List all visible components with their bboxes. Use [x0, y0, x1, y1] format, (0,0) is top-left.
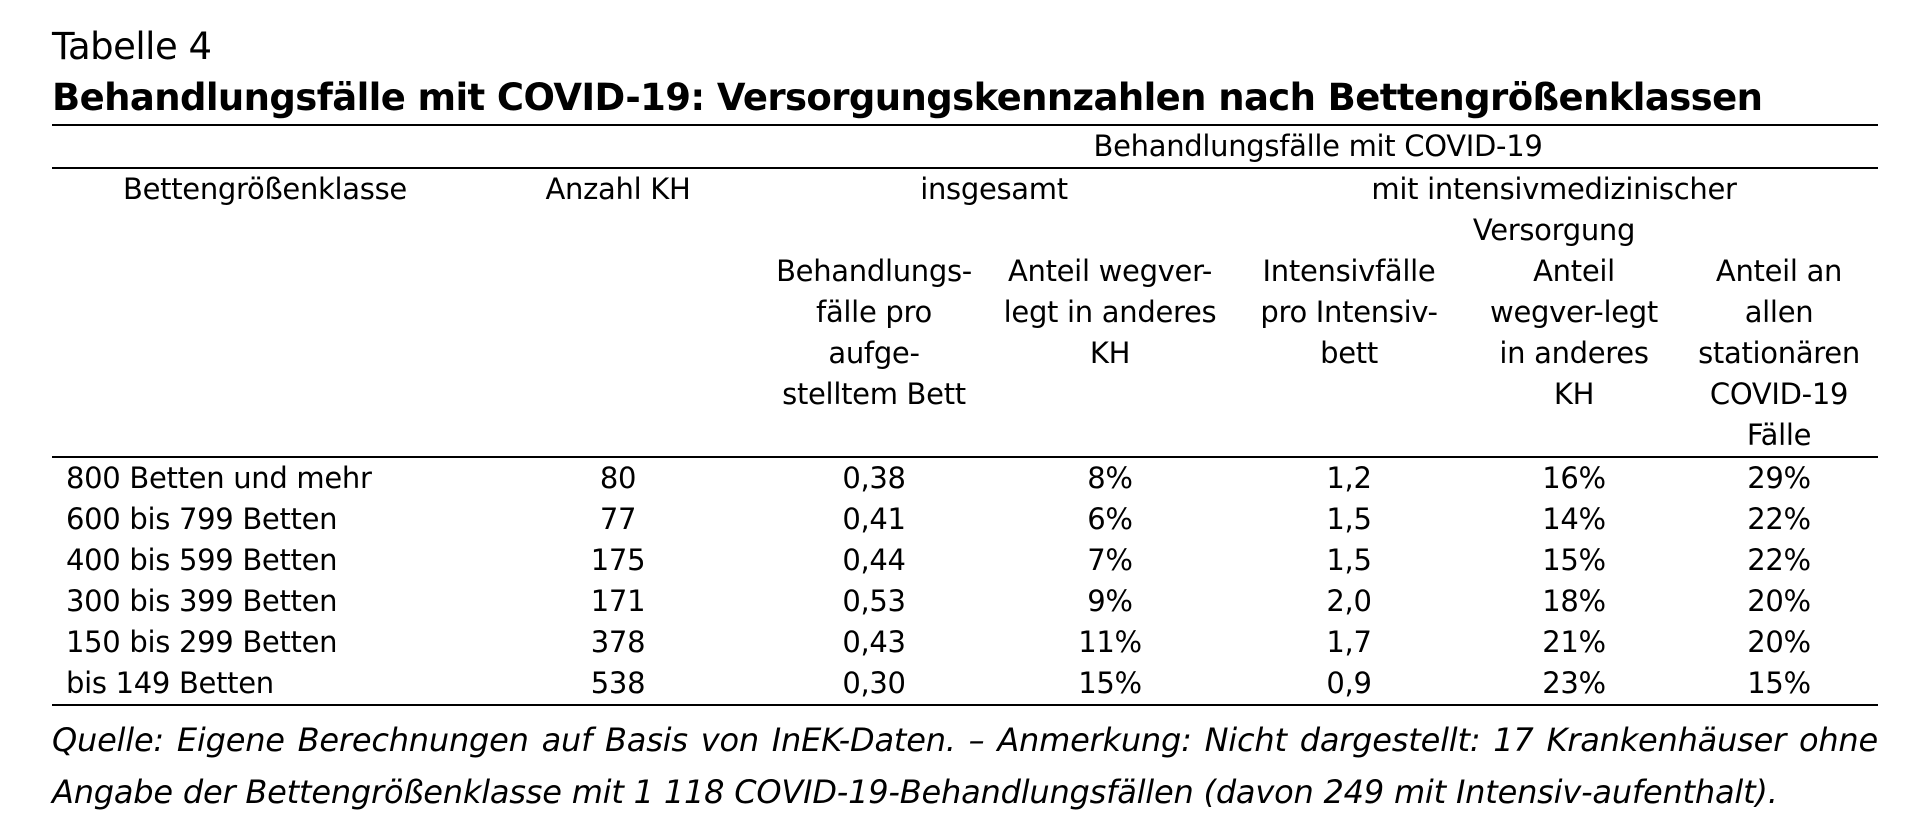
source-note: Quelle: Eigene Berechnungen auf Basis von InEK-Daten. – Anmerkung: Nicht dargestellt: 17 Krankenhäuser ohne Angabe der Bettengrößenklasse mit 1 118 COVID-19-Behandlungsfällen (davon 249 mit Intensiv-aufenthalt). — [52, 721, 1878, 811]
header-anteil-verlegt-intensiv: Anteil wegver-legt in anderes KH — [1468, 251, 1680, 457]
table-row: 600 bis 799 Betten 77 0,41 6% 1,5 14% 22% — [66, 502, 1811, 536]
header-faelle-pro-bett: Behandlungs-fälle pro aufge-stelltem Bett — [758, 251, 990, 457]
table-document — [52, 22, 1878, 818]
table-row: 300 bis 399 Betten 171 0,53 9% 2,0 18% 20% — [66, 584, 1811, 618]
header-intensivfaelle-pro-bett: Intensivfälle pro Intensiv-bett — [1230, 251, 1468, 457]
table-title: Behandlungsfälle mit COVID-19: Versorgungskennzahlen nach Bettengrößenklassen — [52, 76, 1763, 119]
table-label: Tabelle 4 — [52, 25, 212, 68]
header-bettengroessenklasse: Bettengrößenklasse — [123, 172, 407, 206]
header-anzahl-kh: Anzahl KH — [545, 172, 691, 206]
sub-header-row — [52, 251, 1878, 457]
super-header: Behandlungsfälle mit COVID-19 — [758, 125, 1878, 168]
table-row: 800 Betten und mehr 80 0,38 8% 1,2 16% 29% — [66, 461, 1811, 495]
table-row: bis 149 Betten 538 0,30 15% 0,9 23% 15% — [52, 663, 1878, 705]
header-anteil-an-allen: Anteil an allen stationären COVID-19 Fälle — [1680, 251, 1878, 457]
table-row: 150 bis 299 Betten 378 0,43 11% 1,7 21% 20% — [66, 625, 1811, 659]
header-intensiv: mit intensivmedizinischer Versorgung — [1371, 172, 1737, 247]
header-insgesamt: insgesamt — [920, 172, 1068, 206]
header-anteil-verlegt-insgesamt: Anteil wegver-legt in anderes KH — [990, 251, 1230, 457]
group-header-row — [52, 168, 1878, 251]
super-header-row — [52, 125, 1878, 168]
table-row: 400 bis 599 Betten 175 0,44 7% 1,5 15% 22% — [66, 543, 1811, 577]
data-table — [52, 124, 1878, 706]
